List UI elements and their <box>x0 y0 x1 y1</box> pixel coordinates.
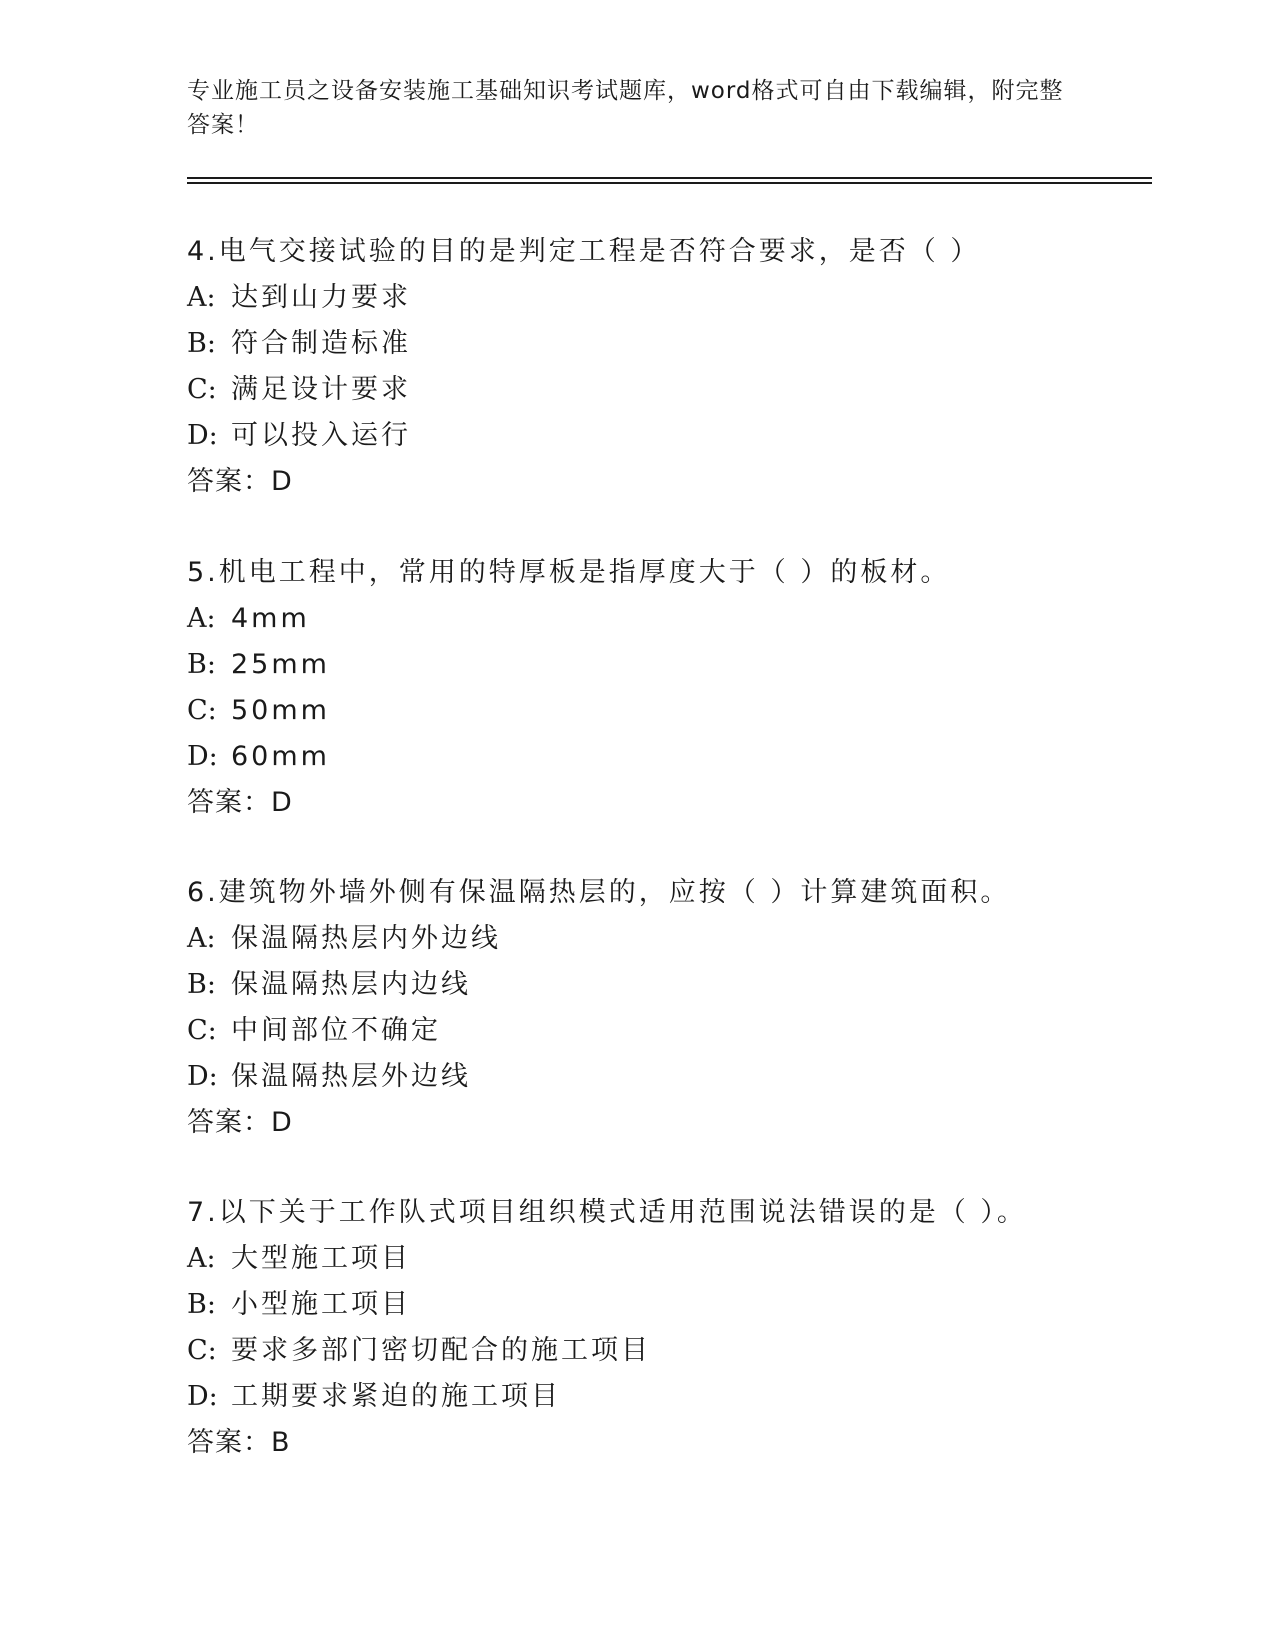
option-key: C: <box>187 1015 217 1046</box>
document-header: 专业施工员之设备安装施工基础知识考试题库，word格式可自由下载编辑，附完整答案！ <box>187 78 1064 138</box>
option-key: D: <box>187 1381 218 1412</box>
option-b <box>187 642 1147 688</box>
answer-label: 答案： <box>187 1427 271 1458</box>
option-key: B: <box>187 969 216 1000</box>
option-text: 保温隔热层外边线 <box>231 1061 471 1092</box>
option-a <box>187 275 1147 321</box>
option-key: A: <box>187 923 216 954</box>
option-key: C: <box>187 374 217 405</box>
option-a <box>187 1236 1147 1282</box>
option-key: A: <box>187 603 216 634</box>
option-key: D: <box>187 1061 218 1092</box>
option-d <box>187 1054 1147 1100</box>
option-text: 小型施工项目 <box>231 1289 411 1320</box>
option-text: 4mm <box>231 603 310 634</box>
option-b <box>187 321 1147 367</box>
answer-label: 答案： <box>187 466 271 497</box>
option-text: 达到山力要求 <box>231 282 411 313</box>
question-text: 7.以下关于工作队式项目组织模式适用范围说法错误的是（ ）。 <box>187 1197 1027 1228</box>
option-text: 工期要求紧迫的施工项目 <box>231 1381 561 1412</box>
option-d <box>187 734 1147 780</box>
option-key: B: <box>187 649 216 680</box>
answer-label: 答案： <box>187 1107 271 1138</box>
answer-line <box>187 459 1147 505</box>
option-b <box>187 1282 1147 1328</box>
option-key: B: <box>187 1289 216 1320</box>
option-a <box>187 916 1147 962</box>
option-text: 符合制造标准 <box>231 328 411 359</box>
option-text: 保温隔热层内边线 <box>231 969 471 1000</box>
option-d <box>187 1374 1147 1420</box>
option-c <box>187 367 1147 413</box>
option-text: 保温隔热层内外边线 <box>231 923 501 954</box>
answer-line <box>187 1420 1147 1466</box>
header-divider-top <box>187 177 1152 179</box>
option-key: A: <box>187 1243 216 1274</box>
answer-value: B <box>271 1427 290 1458</box>
option-text: 可以投入运行 <box>231 420 411 451</box>
answer-label: 答案： <box>187 787 271 818</box>
answer-value: D <box>271 787 292 818</box>
question-text: 5.机电工程中，常用的特厚板是指厚度大于（ ）的板材。 <box>187 557 951 588</box>
option-c <box>187 1008 1147 1054</box>
option-d <box>187 413 1147 459</box>
option-b <box>187 962 1147 1008</box>
option-text: 50mm <box>231 695 330 726</box>
option-text: 要求多部门密切配合的施工项目 <box>231 1335 651 1366</box>
header-divider-bottom <box>187 182 1152 184</box>
answer-line <box>187 1100 1147 1146</box>
option-text: 满足设计要求 <box>231 374 411 405</box>
option-key: D: <box>187 741 218 772</box>
option-c <box>187 688 1147 734</box>
option-key: D: <box>187 420 218 451</box>
question-text: 4.电气交接试验的目的是判定工程是否符合要求，是否（ ） <box>187 236 981 267</box>
option-text: 大型施工项目 <box>231 1243 411 1274</box>
question-text: 6.建筑物外墙外侧有保温隔热层的，应按（ ）计算建筑面积。 <box>187 877 1011 908</box>
answer-value: D <box>271 466 292 497</box>
option-key: A: <box>187 282 216 313</box>
option-key: C: <box>187 695 217 726</box>
answer-line <box>187 780 1147 826</box>
option-c <box>187 1328 1147 1374</box>
answer-value: D <box>271 1107 292 1138</box>
option-text: 60mm <box>231 741 330 772</box>
question-5 <box>187 550 1147 826</box>
option-text: 25mm <box>231 649 330 680</box>
question-6 <box>187 870 1147 1146</box>
option-text: 中间部位不确定 <box>231 1015 441 1046</box>
question-7 <box>187 1190 1147 1466</box>
question-4 <box>187 229 1147 505</box>
option-key: B: <box>187 328 216 359</box>
option-key: C: <box>187 1335 217 1366</box>
option-a <box>187 596 1147 642</box>
